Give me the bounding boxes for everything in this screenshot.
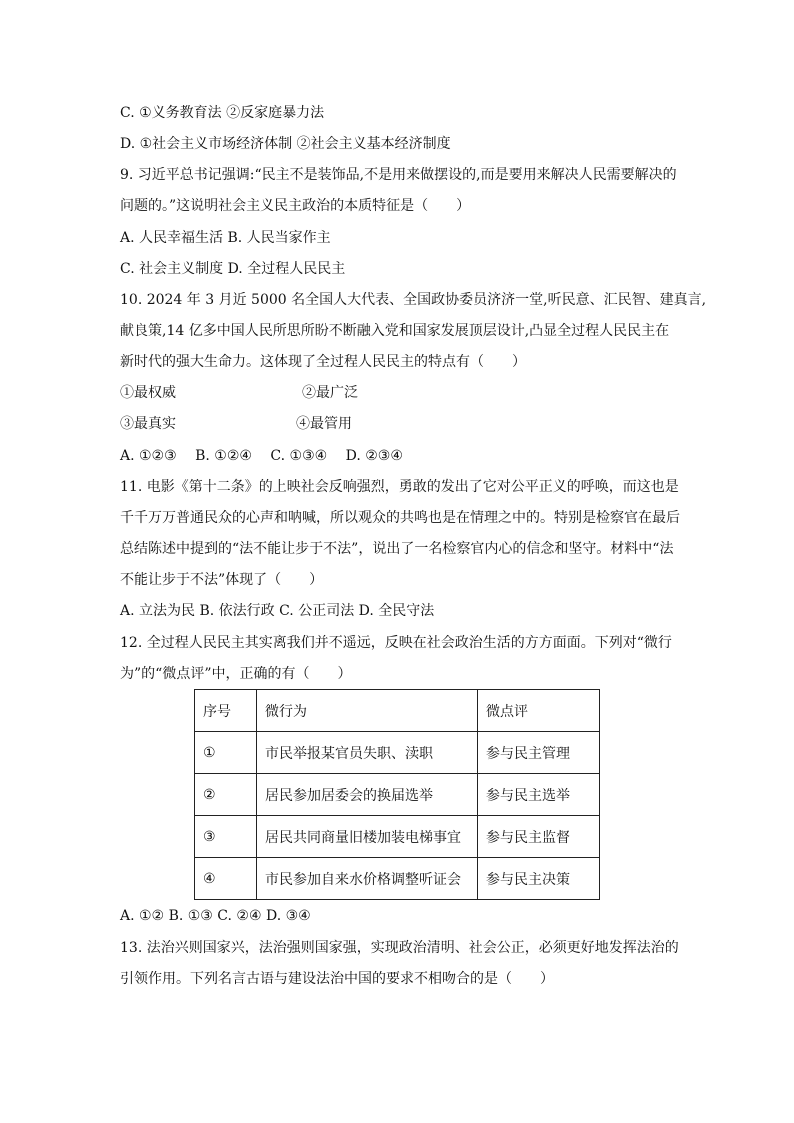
q9-options-cd: C. 社会主义制度 D. 全过程人民民主	[120, 261, 346, 277]
q10-stem-line3: 新时代的强大生命力。这体现了全过程人民民主的特点有（ ）	[120, 354, 526, 370]
q10-item-2: ②最广泛	[302, 385, 358, 401]
table-row	[195, 816, 600, 858]
table-row	[195, 858, 600, 900]
table-cell: 参与民主决策	[478, 858, 600, 900]
table-cell: 市民参加自来水价格调整听证会	[257, 858, 478, 900]
table-cell: ②	[195, 774, 257, 816]
table-cell: 参与民主选举	[478, 774, 600, 816]
table-cell: 居民共同商量旧楼加装电梯事宜	[257, 816, 478, 858]
q8-option-d: D. ①社会主义市场经济体制 ②社会主义基本经济制度	[120, 136, 451, 152]
q10-stem-line1: 10. 2024 年 3 月近 5000 名全国人大代表、全国政协委员济济一堂,听民意、汇民智、建真言,	[120, 292, 707, 308]
q9-stem-line2: 问题的。”这说明社会主义民主政治的本质特征是（ ）	[120, 198, 471, 214]
q11-stem-line2: 千千万万普通民众的心声和呐喊，所以观众的共鸣也是在情理之中的。特别是检察官在最后	[120, 510, 680, 526]
table-row	[195, 774, 600, 816]
q10-item-1: ①最权威	[120, 385, 176, 401]
table-header-cell: 微行为	[257, 690, 478, 732]
table-row	[195, 732, 600, 774]
table-cell: 居民参加居委会的换届选举	[257, 774, 478, 816]
q13-stem-line1: 13. 法治兴则国家兴，法治强则国家强，实现政治清明、社会公正，必须更好地发挥法治的	[120, 940, 679, 956]
table-cell: 参与民主管理	[478, 732, 600, 774]
q12-stem-line2: 为”的“微点评”中，正确的有（ ）	[120, 666, 352, 682]
q11-stem-line4: 不能让步于不法”体现了（ ）	[120, 572, 324, 588]
table-cell: 市民举报某官员失职、渎职	[257, 732, 478, 774]
q13-stem-line2: 引领作用。下列名言古语与建设法治中国的要求不相吻合的是（ ）	[120, 971, 554, 987]
table-header-cell: 微点评	[478, 690, 600, 732]
q10-item-4: ④最管用	[296, 416, 352, 432]
q8-option-c: C. ①义务教育法 ②反家庭暴力法	[120, 105, 325, 121]
q11-stem-line3: 总结陈述中提到的“法不能让步于不法”，说出了一名检察官内心的信念和坚守。材料中“法	[120, 541, 674, 557]
q12-table	[194, 689, 600, 900]
q10-item-3: ③最真实	[120, 416, 176, 432]
q12-stem-line1: 12. 全过程人民民主其实离我们并不遥远，反映在社会政治生活的方方面面。下列对“微行	[120, 635, 672, 651]
q9-options-ab: A. 人民幸福生活 B. 人民当家作主	[120, 230, 331, 246]
q9-stem-line1: 9. 习近平总书记强调:“民主不是装饰品,不是用来做摆设的,而是要用来解决人民需要解决的	[120, 167, 677, 183]
q10-options: A. ①②③ B. ①②④ C. ①③④ D. ②③④	[120, 448, 403, 464]
q12-options: A. ①② B. ①③ C. ②④ D. ③④	[120, 908, 311, 924]
table-header-row	[195, 690, 600, 732]
q11-options: A. 立法为民 B. 依法行政 C. 公正司法 D. 全民守法	[120, 603, 435, 619]
table-cell: 参与民主监督	[478, 816, 600, 858]
q11-stem-line1: 11. 电影《第十二条》的上映社会反响强烈，勇敢的发出了它对公平正义的呼唤，而这也是	[120, 479, 679, 495]
table-cell: ①	[195, 732, 257, 774]
table-cell: ④	[195, 858, 257, 900]
table-header-cell: 序号	[195, 690, 257, 732]
q10-stem-line2: 献良策,14 亿多中国人民所思所盼不断融入党和国家发展顶层设计,凸显全过程人民民主在	[120, 323, 670, 339]
table-cell: ③	[195, 816, 257, 858]
